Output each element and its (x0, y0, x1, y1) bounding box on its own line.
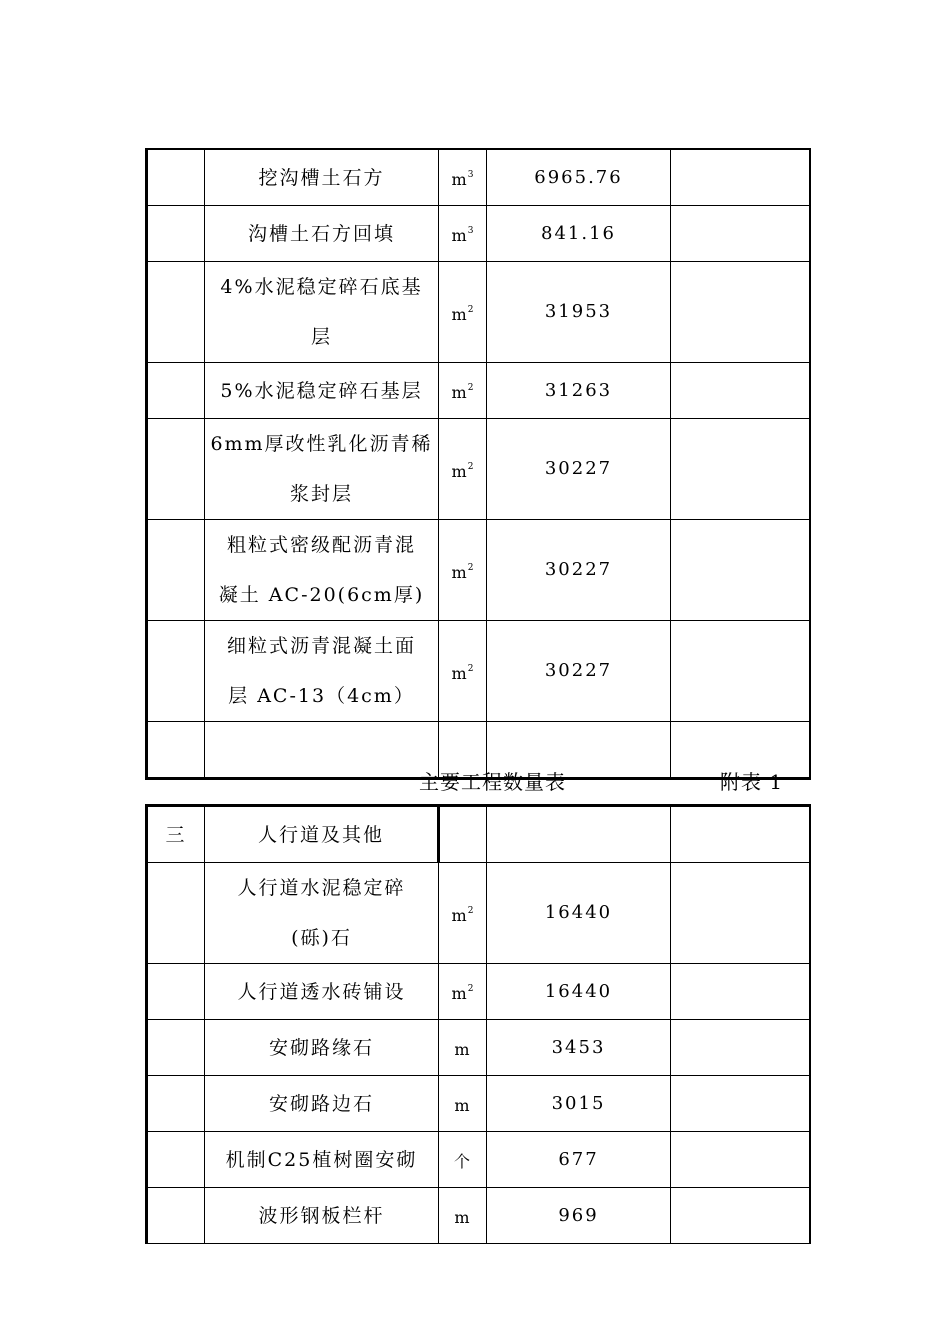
item-cell: 5%水泥稳定碎石基层 (205, 363, 439, 419)
table-title: 主要工程数量表 (419, 770, 566, 794)
table-row (147, 621, 810, 722)
item-cell: 安砌路边石 (205, 1076, 439, 1132)
index-cell (147, 520, 205, 621)
index-cell (147, 1132, 205, 1188)
item-cell: 安砌路缘石 (205, 1020, 439, 1076)
table-row (147, 363, 810, 419)
remark-cell (671, 1020, 810, 1076)
unit-cell: $m^3$ (439, 206, 487, 262)
index-cell (147, 419, 205, 520)
table-row (147, 520, 810, 621)
item-line: (砾)石 (291, 927, 352, 949)
table-row (147, 206, 810, 262)
index-cell (147, 262, 205, 363)
table-row (147, 1020, 810, 1076)
item-line: 凝土 AC-20(6cm厚) (218, 584, 425, 606)
quantity-table-top (145, 148, 811, 780)
item-cell: 人行道及其他 (205, 806, 439, 863)
table-row (147, 806, 810, 863)
quantity-cell: 6965.76 (487, 149, 671, 206)
index-cell (147, 1020, 205, 1076)
index-cell (147, 621, 205, 722)
table-row (147, 149, 810, 206)
quantity-cell: 677 (487, 1132, 671, 1188)
appendix-label: 附表 1 (720, 770, 784, 794)
unit-cell: $m^2$ (439, 863, 487, 964)
unit-cell: $m^2$ (439, 520, 487, 621)
remark-cell (671, 1132, 810, 1188)
index-cell (147, 206, 205, 262)
remark-cell (671, 149, 810, 206)
quantity-cell: 31953 (487, 262, 671, 363)
quantity-table-bottom (145, 804, 811, 1244)
remark-cell (671, 621, 810, 722)
item-line: 层 AC-13（4cm） (228, 685, 415, 707)
table-row (147, 1188, 810, 1244)
item-cell (205, 520, 439, 621)
quantity-cell: 3015 (487, 1076, 671, 1132)
item-cell (205, 262, 439, 363)
quantity-cell (487, 806, 671, 863)
quantity-cell: 30227 (487, 621, 671, 722)
index-cell (147, 863, 205, 964)
remark-cell (671, 863, 810, 964)
index-cell (147, 149, 205, 206)
unit-cell: $m^2$ (439, 964, 487, 1020)
item-line: 4%水泥稳定碎石底基 (220, 276, 423, 298)
unit-cell: $m^2$ (439, 363, 487, 419)
table-row (147, 419, 810, 520)
item-line: 层 (310, 326, 332, 348)
item-cell: 机制C25植树圈安砌 (205, 1132, 439, 1188)
remark-cell (671, 520, 810, 621)
table-row (147, 1132, 810, 1188)
index-cell (147, 1076, 205, 1132)
unit-cell: m (439, 1076, 487, 1132)
unit-cell (439, 806, 487, 863)
index-cell (147, 1188, 205, 1244)
item-line: 6mm厚改性乳化沥青稀 (210, 433, 433, 455)
remark-cell (671, 206, 810, 262)
remark-cell (671, 1076, 810, 1132)
unit-cell: $m^3$ (439, 149, 487, 206)
table-caption (0, 766, 950, 796)
table-row (147, 964, 810, 1020)
item-line: 浆封层 (289, 483, 353, 505)
item-cell (205, 621, 439, 722)
item-cell: 波形钢板栏杆 (205, 1188, 439, 1244)
unit-cell: 个 (439, 1132, 487, 1188)
quantity-cell: 969 (487, 1188, 671, 1244)
remark-cell (671, 419, 810, 520)
quantity-cell: 3453 (487, 1020, 671, 1076)
remark-cell (671, 262, 810, 363)
remark-cell (671, 1188, 810, 1244)
item-cell (205, 863, 439, 964)
unit-cell: m (439, 1020, 487, 1076)
item-cell: 挖沟槽土石方 (205, 149, 439, 206)
item-line: 细粒式沥青混凝土面 (226, 635, 416, 657)
quantity-cell: 16440 (487, 964, 671, 1020)
quantity-cell: 16440 (487, 863, 671, 964)
item-line: 粗粒式密级配沥青混 (226, 534, 416, 556)
item-line: 人行道水泥稳定碎 (237, 877, 406, 899)
index-cell: 三 (147, 806, 205, 863)
table-row (147, 262, 810, 363)
remark-cell (671, 964, 810, 1020)
remark-cell (671, 363, 810, 419)
quantity-cell: 31263 (487, 363, 671, 419)
quantity-cell: 30227 (487, 419, 671, 520)
item-cell: 人行道透水砖铺设 (205, 964, 439, 1020)
remark-cell (671, 806, 810, 863)
table-row (147, 863, 810, 964)
unit-cell: $m^2$ (439, 262, 487, 363)
index-cell (147, 964, 205, 1020)
quantity-cell: 841.16 (487, 206, 671, 262)
table-row (147, 1076, 810, 1132)
index-cell (147, 363, 205, 419)
item-cell: 沟槽土石方回填 (205, 206, 439, 262)
unit-cell: $m^2$ (439, 419, 487, 520)
unit-cell: m (439, 1188, 487, 1244)
unit-cell: $m^2$ (439, 621, 487, 722)
item-cell (205, 419, 439, 520)
quantity-cell: 30227 (487, 520, 671, 621)
